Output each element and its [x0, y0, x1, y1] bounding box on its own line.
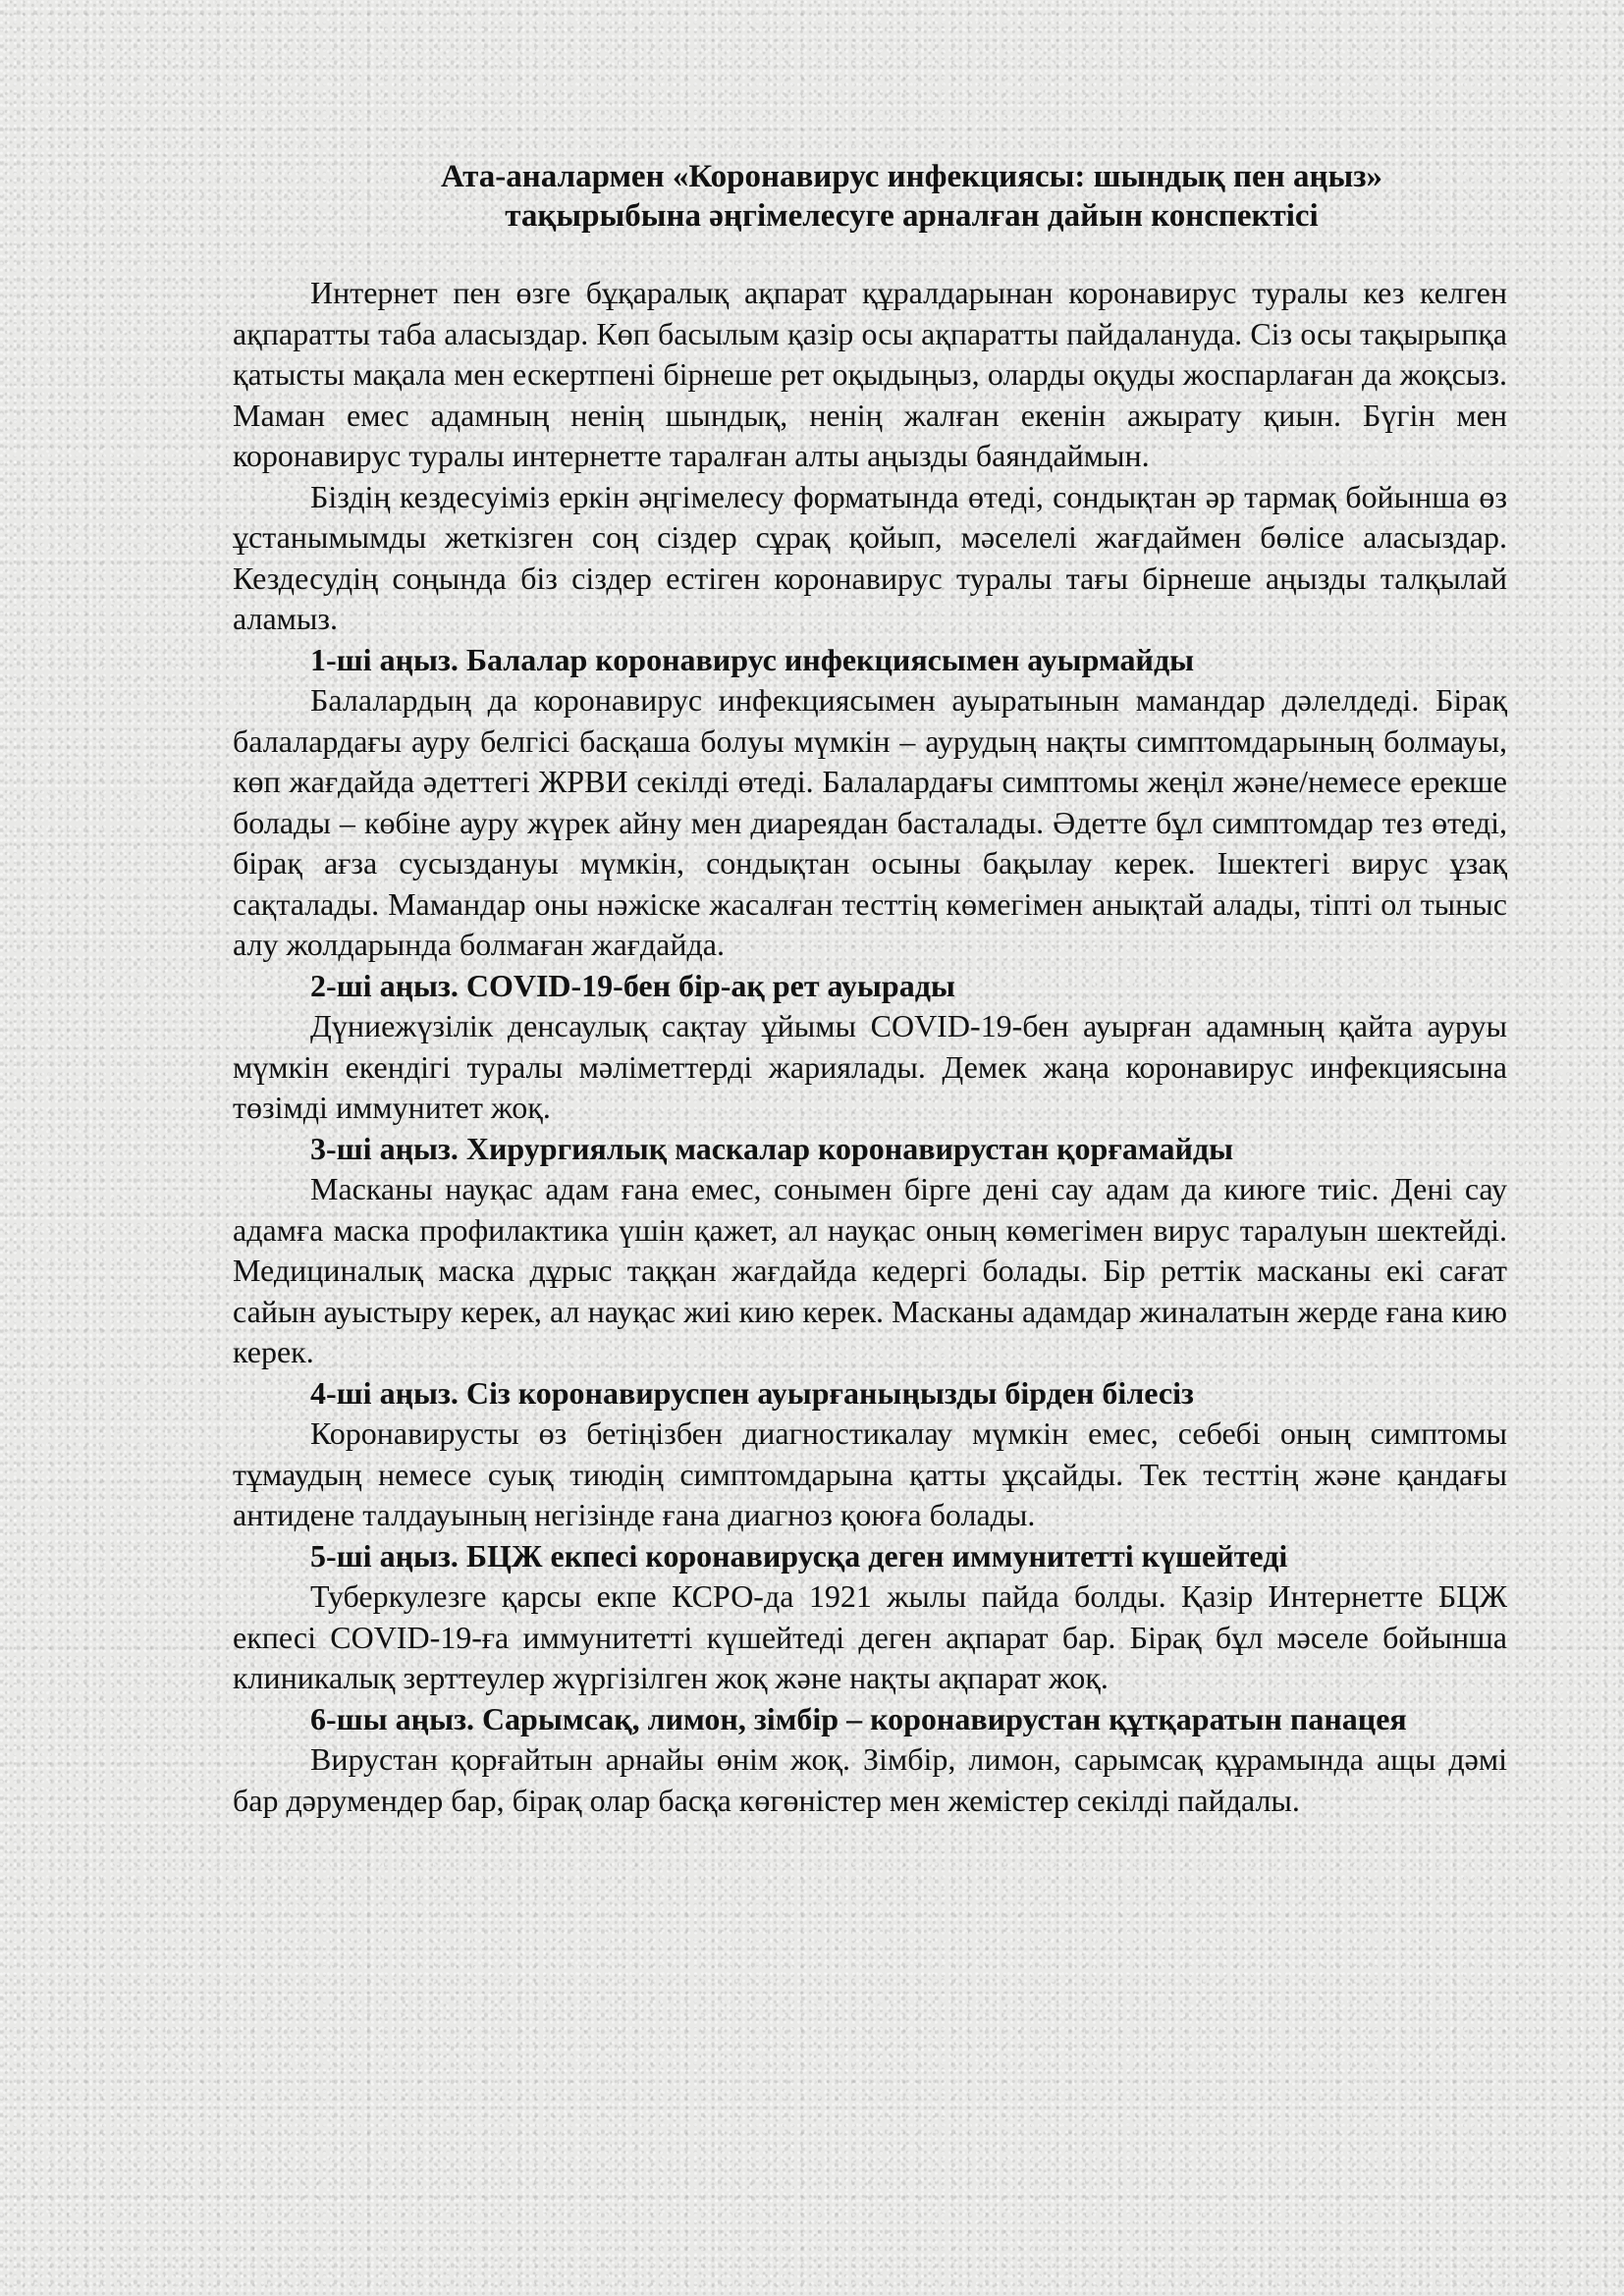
document-page — [233, 157, 1507, 1821]
myth-2-text: Дүниежүзілік денсаулық сақтау ұйымы COVID-19-бен ауырған адамның қайта ауруы мүмкін екендігі туралы мәліметтерді жариялады. Демек жаңа коронавирус инфекциясына төзімді иммунитет жоқ. — [233, 1008, 1507, 1125]
myth-2-heading: 2-ші аңыз. COVID-19-бен бір-ақ рет ауырады — [310, 967, 955, 1003]
myth-3-text: Масканы науқас адам ғана емес, сонымен бірге дені сау адам да киюге тиіс. Дені сау адамға маска профилактика үшін қажет, ал науқас оның көмегімен вирус таралуын шектейді. Медициналық маска дұрыс таққан жағдайда кедергі болады. Бір реттік масканы екі сағат сайын ауыстыру керек, ал науқас жиі кию керек. Масканы адамдар жиналатын жерде ғана кию керек. — [233, 1171, 1507, 1369]
myth-6-text: Вирустан қорғайтын арнайы өнім жоқ. Зімбір, лимон, сарымсақ құрамында ащы дәмі бар дәрумендер бар, бірақ олар басқа көгөністер мен жемістер секілді пайдалы. — [233, 1741, 1507, 1818]
title-line-1: Ата-аналармен «Коронавирус инфекциясы: шындық пен аңыз» — [440, 159, 1382, 194]
myth-1-heading: 1-ші аңыз. Балалар коронавирус инфекциясымен ауырмайды — [310, 641, 1195, 677]
myth-1-text: Балалардың да коронавирус инфекциясымен ауыратынын мамандар дәлелдеді. Бірақ балалардағы ауру белгісі басқаша болуы мүмкін – аурудың нақты симптомдарының болмауы, көп жағдайда әдеттегі ЖРВИ секілді өтеді. Балалардағы симптомы жеңіл және/немесе ерекше болады – көбіне ауру жүрек айну мен диареядан басталады. Әдетте бұл симптомдар тез өтеді, бірақ ағза сусыздануы мүмкін, сондықтан осыны бақылау керек. Ішектегі вирус ұзақ сақталады. Мамандар оны нәжіске жасалған тесттің көмегімен анықтай алады, тіпті ол тыныс алу жолдарында болмаған жағдайда. — [233, 682, 1507, 962]
myth-4-heading: 4-ші аңыз. Сіз коронавируспен ауырғаныңызды бірден білесіз — [310, 1374, 1194, 1411]
myth-5-text: Туберкулезге қарсы екпе КСРО-да 1921 жылы пайда болды. Қазір Интернетте БЦЖ екпесі COVID-19-ға иммунитетті күшейтеді деген ақпарат бар. Бірақ бұл мәселе бойынша клиникалық зерттеулер жүргізілген жоқ және нақты ақпарат жоқ. — [233, 1578, 1507, 1695]
title-line-2: тақырыбына әңгімелесуге арналған дайын конспектісі — [505, 198, 1319, 234]
intro-paragraph-2: Біздің кездесуіміз еркін әңгімелесу форматында өтеді, сондықтан әр тармақ бойынша өз ұстанымымды жеткізген соң сіздер сұрақ қойып, мәселелі жағдаймен бөлісе аласыздар. Кездесудің соңында біз сіздер естіген коронавирус туралы тағы бірнеше аңызды талқылай аламыз. — [233, 478, 1507, 636]
document-body — [233, 273, 1507, 1821]
document-title — [233, 157, 1507, 236]
myth-3-heading: 3-ші аңыз. Хирургиялық маскалар коронавирустан қорғамайды — [310, 1130, 1234, 1166]
myth-4-text: Коронавирусты өз бетіңізбен диагностикалау мүмкін емес, себебі оның симптомы тұмаудың немесе суық тиюдің симптомдарына қатты ұқсайды. Тек тесттің және қандағы антидене талдауының негізінде ғана диагноз қоюға болады. — [233, 1415, 1507, 1532]
myth-5-heading: 5-ші аңыз. БЦЖ екпесі коронавирусқа деген иммунитетті күшейтеді — [310, 1537, 1288, 1574]
intro-paragraph-1: Интернет пен өзге бұқаралық ақпарат құралдарынан коронавирус туралы кез келген ақпаратты таба аласыздар. Көп басылым қазір осы ақпаратты пайдалануда. Сіз осы тақырыпқа қатысты мақала мен ескертпені бірнеше рет оқыдыңыз, оларды оқуды жоспарлаған да жоқсыз. Маман емес адамның ненің шындық, ненің жалған екенін ажырату қиын. Бүгін мен коронавирус туралы интернетте таралған алты аңызды баяндаймын. — [233, 275, 1507, 473]
myth-6-heading: 6-шы аңыз. Сарымсақ, лимон, зімбір – коронавирустан құтқаратын панацея — [310, 1700, 1407, 1736]
